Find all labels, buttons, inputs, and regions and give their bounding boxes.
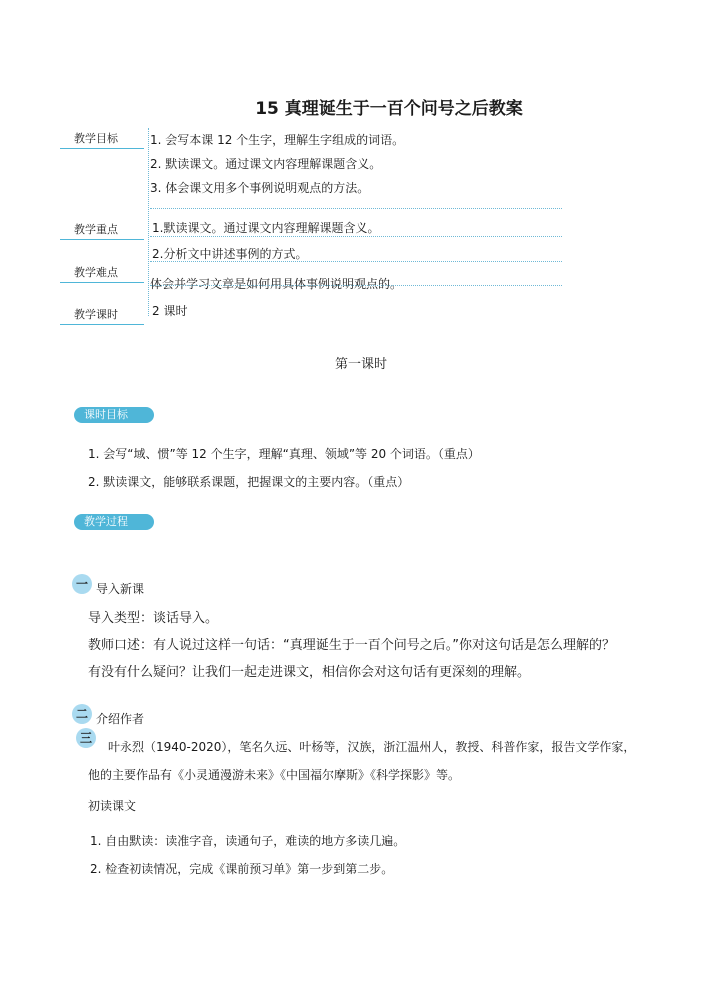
goal-3: 3. 体会课文用多个事例说明观点的方法。	[150, 181, 370, 195]
objectives-pill: 课时目标	[74, 407, 154, 423]
key-label: 教学重点	[60, 219, 144, 240]
goals-label: 教学目标	[60, 128, 144, 149]
page-title: 15 真理诞生于一百个问号之后教案	[255, 99, 523, 119]
difficult-point-2: 体会并学习文章是如何用具体事例说明观点的。	[150, 277, 403, 291]
lesson-title: 第一课时	[334, 357, 387, 372]
key-point: 1.默读课文。通过课文内容理解课题含义。	[152, 221, 380, 235]
section-number-1: 一	[72, 574, 92, 594]
teacher-speech: 教师口述：有人说过这样一句话：“真理诞生于一百个问号之后。”你对这句话是怎么理解的？	[88, 638, 615, 653]
reading-step-2: 2. 检查初读情况，完成《课前预习单》第一步到第二步。	[90, 862, 394, 876]
section-number-3: 三	[76, 728, 96, 748]
intro-type: 导入类型：谈话导入。	[88, 611, 219, 626]
hours-label: 教学课时	[60, 304, 144, 325]
objective-1: 1. 会写“域、惯”等 12 个生字，理解“真理、领域”等 20 个词语。（重点）	[88, 447, 480, 461]
author-bio: 叶永烈（1940-2020），笔名久远、叶杨等，汉族，浙江温州人，教授、科普作家，报告文学作家，	[108, 740, 636, 754]
teacher-speech-cont: 有没有什么疑问？让我们一起走进课文，相信你会对这句话有更深刻的理解。	[88, 665, 531, 680]
row-separator	[150, 236, 562, 237]
row-separator	[150, 208, 562, 209]
reading-step-1: 1. 自由默读：读准字音，读通句子，难读的地方多读几遍。	[90, 834, 406, 848]
hours-value: 2 课时	[152, 304, 188, 318]
table-divider	[148, 128, 149, 316]
row-separator	[150, 261, 562, 262]
goal-1: 1. 会写本课 12 个生字，理解生字组成的词语。	[150, 133, 405, 147]
difficult-label: 教学难点	[60, 262, 144, 283]
process-pill: 教学过程	[74, 514, 154, 530]
section-2-heading: 介绍作者	[96, 712, 145, 726]
goal-2: 2. 默读课文。通过课文内容理解课题含义。	[150, 157, 382, 171]
row-separator	[150, 285, 562, 286]
section-3-heading: 初读课文	[88, 799, 137, 813]
author-bio-cont: 他的主要作品有《小灵通漫游未来》《中国福尔摩斯》《科学探影》等。	[88, 768, 461, 782]
section-number-2: 二	[72, 704, 92, 724]
difficult-point-1: 2.分析文中讲述事例的方式。	[152, 247, 308, 261]
section-1-heading: 导入新课	[96, 582, 145, 596]
objective-2: 2. 默读课文，能够联系课题，把握课文的主要内容。（重点）	[88, 475, 410, 489]
